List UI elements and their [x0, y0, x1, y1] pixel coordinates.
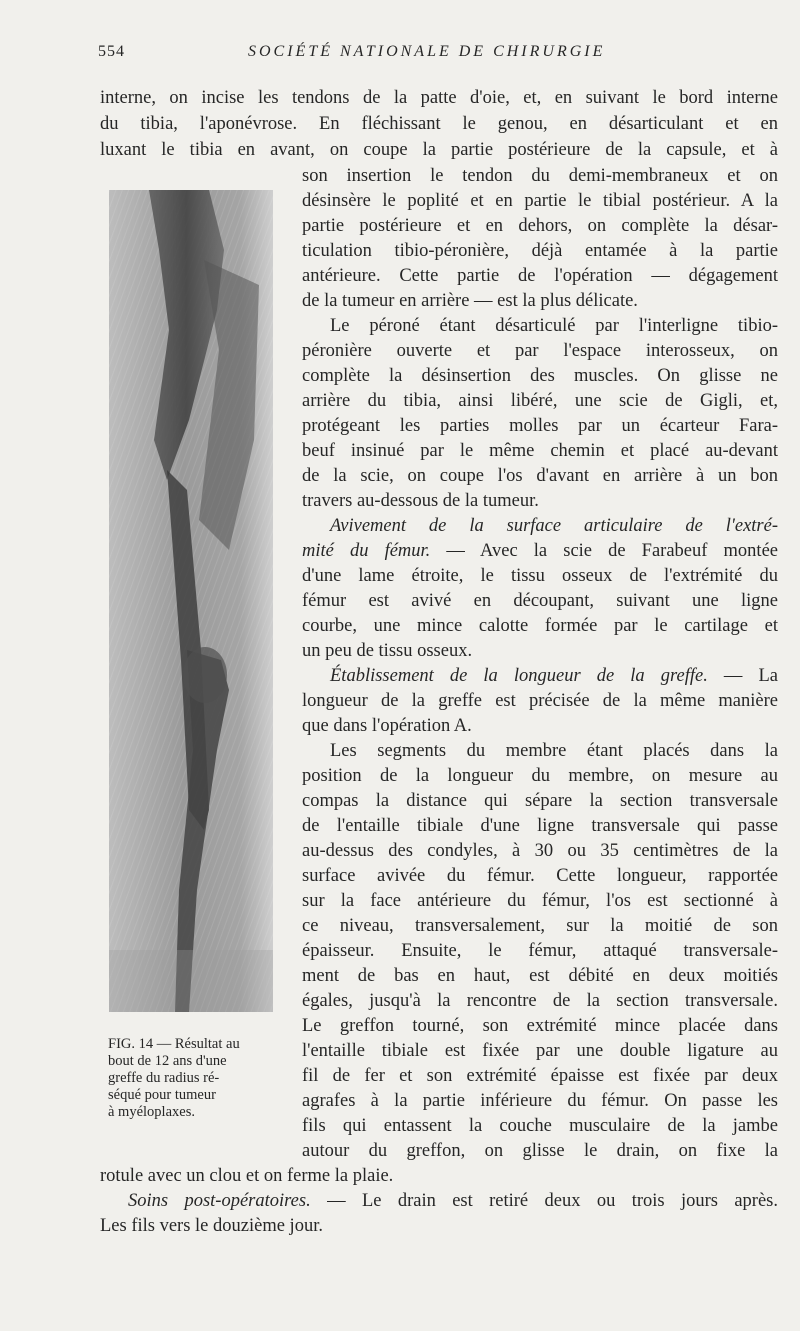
text-line: un peu de tissu osseux.	[302, 641, 473, 661]
text-line: sur la face antérieure du fémur, l'os est sectionné à	[302, 891, 778, 911]
run-in-heading: Avivement de la surface articulaire de l'extré-	[330, 516, 778, 536]
xray-image	[109, 190, 273, 1012]
text-line: de la tumeur en arrière — est la plus délicate.	[302, 291, 638, 311]
text-line: ment de bas en haut, est débité en deux moitiés	[302, 966, 778, 986]
text-line: autour du greffon, on glisse le drain, on fixe la	[302, 1141, 778, 1161]
text-line: travers au-dessous de la tumeur.	[302, 491, 539, 511]
running-head	[98, 43, 778, 67]
text-line: du tibia, l'aponévrose. En fléchissant le genou, en désarticulant et en	[100, 114, 778, 134]
text-line: courbe, une mince calotte formée par le cartilage et	[302, 616, 778, 636]
text-line: son insertion le tendon du demi-membraneux et on	[302, 166, 778, 186]
text-line: ticulation tibio-péronière, déjà entamée à la partie	[302, 241, 778, 261]
text-line: antérieure. Cette partie de l'opération — dégagement	[302, 266, 778, 286]
text-line: de l'entaille tibiale d'une ligne transversale qui passe	[302, 816, 778, 836]
text-line: que dans l'opération A.	[302, 716, 472, 736]
run-in-heading: Soins post-opératoires.	[128, 1191, 311, 1211]
text-line: de la scie, on coupe l'os d'avant en arrière à un bon	[302, 466, 778, 486]
figure-caption	[108, 1036, 276, 1121]
text-line: égales, jusqu'à la rencontre de la section transversale.	[302, 991, 778, 1011]
text-line: rotule avec un clou et on ferme la plaie.	[100, 1166, 394, 1186]
text-line: complète la désinsertion des muscles. On glisse ne	[302, 366, 778, 386]
caption-line: greffe du radius ré-	[108, 1070, 220, 1086]
text-line: péronière ouverte et par l'espace interosseux, on	[302, 341, 778, 361]
text-line: fils qui entassent la couche musculaire de la jambe	[302, 1116, 778, 1136]
section-heading-line	[302, 514, 778, 538]
text-line: partie postérieure et en dehors, on complète la désar-	[302, 216, 778, 236]
text-line: Les segments du membre étant placés dans la	[330, 741, 778, 761]
text-line: au-dessus des condyles, à 30 ou 35 centimètres de la	[302, 841, 778, 861]
text-line: Soins post-opératoires. — Le drain est retiré deux ou trois jours après.	[128, 1191, 778, 1211]
text-line: d'une lame étroite, le tissu osseux de l'extrémité du	[302, 566, 778, 586]
text-line: beuf insinué par le même chemin et placé au-devant	[302, 441, 778, 461]
caption-line: FIG. 14 — Résultat au	[108, 1036, 240, 1052]
caption-line: bout de 12 ans d'une	[108, 1053, 227, 1069]
text-line: désinsère le poplité et en partie le tibial postérieur. A la	[302, 191, 778, 211]
run-in-heading: mité du fémur.	[302, 541, 431, 561]
text-line: protégeant les parties molles par un écarteur Fara-	[302, 416, 778, 436]
text-line: compas la distance qui sépare la section transversale	[302, 791, 778, 811]
text-line: ce niveau, transversalement, sur la moitié de son	[302, 916, 778, 936]
page-number: 554	[98, 43, 125, 60]
text-line: épaisseur. Ensuite, le fémur, attaqué transversale-	[302, 941, 778, 961]
caption-line: à myéloplaxes.	[108, 1104, 195, 1120]
text-line: Le péroné étant désarticulé par l'interligne tibio-	[330, 316, 778, 336]
section-heading-line: Établissement de la longueur de la greffe. — La	[330, 666, 778, 686]
journal-title: SOCIÉTÉ NATIONALE DE CHIRURGIE	[248, 43, 606, 60]
text-line: fémur est avivé en découpant, suivant une ligne	[302, 591, 778, 611]
text-line: longueur de la greffe est précisée de la même manière	[302, 691, 778, 711]
text-line: Le greffon tourné, son extrémité mince placée dans	[302, 1016, 778, 1036]
text-line: surface avivée du fémur. Cette longueur, rapportée	[302, 866, 778, 886]
text-line: luxant le tibia en avant, on coupe la partie postérieure de la capsule, et à	[100, 140, 778, 160]
text-line: arrière du tibia, ainsi libéré, une scie de Gigli, et,	[302, 391, 778, 411]
text-line: l'entaille tibiale est fixée par une double ligature au	[302, 1041, 778, 1061]
caption-line: séqué pour tumeur	[108, 1087, 216, 1103]
text-line: position de la longueur du membre, on mesure au	[302, 766, 778, 786]
text-line: agrafes à la partie inférieure du fémur. On passe les	[302, 1091, 778, 1111]
text-line: fil de fer et son extrémité épaisse est fixée par deux	[302, 1066, 778, 1086]
xray-figure	[109, 190, 273, 1012]
text-line: Les fils vers le douzième jour.	[100, 1216, 323, 1236]
text-line: interne, on incise les tendons de la patte d'oie, et, en suivant le bord interne	[100, 88, 778, 108]
run-in-heading: Établissement de la longueur de la greffe.	[330, 666, 708, 686]
text-line: mité du fémur. — Avec la scie de Farabeuf montée	[302, 541, 778, 561]
